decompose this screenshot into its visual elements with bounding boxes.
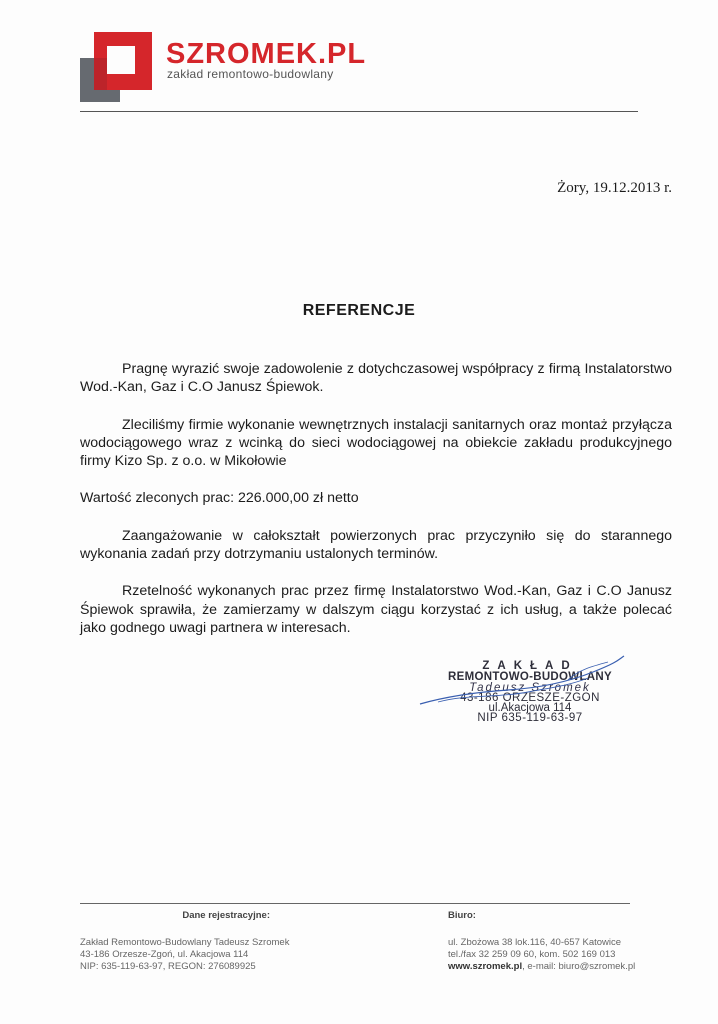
email-text: , e-mail: biuro@szromek.pl — [522, 961, 636, 972]
footer-registration — [80, 910, 380, 973]
footer-heading: Biuro: — [448, 910, 476, 921]
handwritten-signature — [418, 652, 628, 712]
footer-heading: Dane rejestracyjne: — [182, 910, 270, 921]
paragraph: Zleciliśmy firmie wykonanie wewnętrznych instalacji sanitarnych oraz montaż przyłącza wodociągowego wraz z wcinką do sieci wodociągowej na obiekcie zakładu produkcyjnego firmy Kizo Sp. z o.o. w Mikołowie — [80, 416, 672, 470]
stamp-line: NIP 635-119-63-97 — [477, 712, 583, 724]
document-date: Żory, 19.12.2013 r. — [557, 180, 672, 196]
stamp-line: REMONTOWO-BUDOWLANY — [448, 671, 612, 683]
stamp-line: Tadeusz Szromek — [469, 682, 591, 694]
stamp-line: 43-186 ORZESZE-ZGON — [460, 692, 600, 704]
footer-line: Zakład Remontowo-Budowlany Tadeusz Szromek — [80, 937, 290, 948]
footer-line: NIP: 635-119-63-97, REGON: 276089925 — [80, 961, 256, 972]
logo-title: SZROMEK.PL — [166, 38, 367, 70]
stamp-line: ul.Akacjowa 114 — [488, 702, 572, 714]
contract-value: Wartość zleconych prac: 226.000,00 zł netto — [80, 490, 359, 507]
footer-divider — [80, 903, 630, 904]
logo-subtitle: zakład remontowo-budowlany — [167, 67, 334, 81]
company-logo-icon — [80, 32, 154, 104]
header-divider — [80, 111, 638, 112]
letter-body — [80, 360, 672, 656]
footer-line: tel./fax 32 259 09 60, kom. 502 169 013 — [448, 949, 616, 960]
document-title: REFERENCJE — [302, 302, 416, 319]
paragraph: Rzetelność wykonanych prac przez firmę Instalatorstwo Wod.-Kan, Gaz i C.O Janusz Śpiewok sprawiła, że zamierzamy w dalszym ciągu korzystać z ich usług, a także polecać jako godnego uwagi partnera w interesach. — [80, 583, 672, 636]
paragraph: Pragnę wyrazić swoje zadowolenie z dotychczasowej współpracy z firmą Instalatorstwo Wod.-Kan, Gaz i C.O Janusz Śpiewok. — [80, 361, 672, 396]
footer-line: 43-186 Orzesze-Zgoń, ul. Akacjowa 114 — [80, 949, 249, 960]
footer-line — [448, 961, 708, 973]
footer-line: ul. Zbożowa 38 lok.116, 40-657 Katowice — [448, 937, 622, 948]
footer-office — [448, 910, 708, 973]
website-link[interactable]: www.szromek.pl — [448, 961, 523, 972]
paragraph: Zaangażowanie w całokształt powierzonych prac przyczyniło się do starannego wykonania zadań przy dotrzymaniu ustalonych terminów. — [80, 527, 672, 563]
stamp-line: ZAKŁAD — [482, 660, 578, 672]
